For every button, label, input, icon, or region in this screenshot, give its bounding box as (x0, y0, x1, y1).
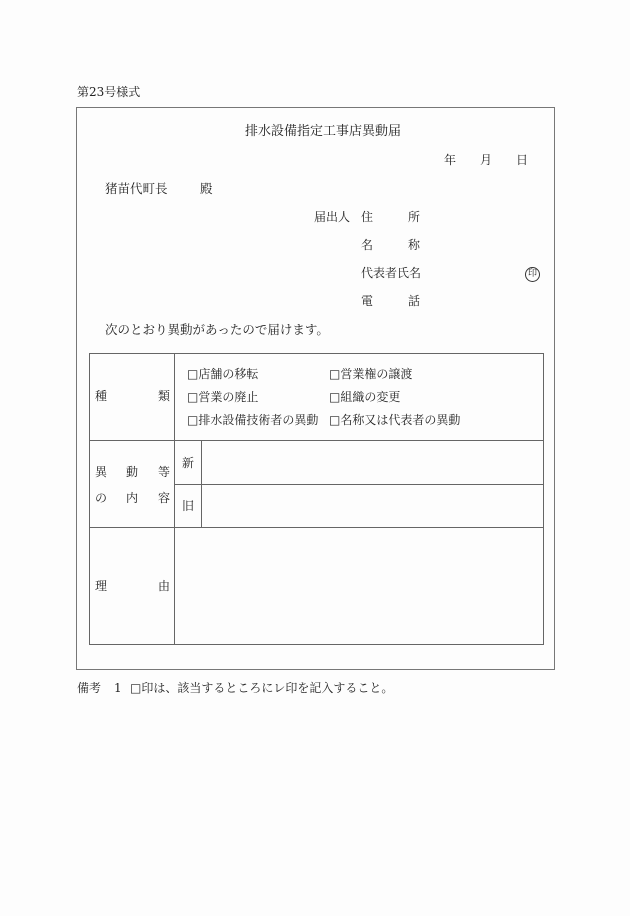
table-divider (89, 440, 544, 441)
date-month: 月 (480, 153, 493, 167)
table-divider (174, 353, 175, 644)
form-title: 排水設備指定工事店異動届 (245, 124, 402, 139)
address-label-a: 住 (361, 210, 374, 224)
date-day: 日 (516, 153, 529, 167)
table-divider (201, 440, 202, 527)
reason-label-a: 理 (95, 579, 108, 593)
note-number: 1 (114, 681, 122, 695)
addressee-honorific: 殿 (200, 181, 213, 196)
option-name-representative-change[interactable]: □名称又は代表者の異動 (329, 413, 461, 427)
company-name-label-a: 名 (361, 238, 374, 252)
option-business-closure[interactable]: □営業の廃止 (187, 390, 259, 404)
new-label: 新 (182, 456, 195, 470)
change-label-6: 容 (158, 491, 171, 505)
intro-text: 次のとおり異動があったので届けます。 (105, 322, 329, 337)
option-technician-change[interactable]: □排水設備技術者の異動 (187, 413, 319, 427)
representative-label: 代表者氏名 (361, 266, 422, 280)
change-label-5: 内 (126, 491, 139, 505)
old-label: 旧 (182, 499, 195, 513)
type-label-a: 種 (95, 389, 108, 403)
addressee-name: 猪苗代町長 (105, 181, 168, 196)
company-name-label-b: 称 (408, 238, 421, 252)
table-divider (89, 527, 544, 528)
change-label-4: の (95, 491, 108, 505)
note-text: □印は、該当するところにレ印を記入すること。 (130, 681, 394, 695)
table-divider (174, 484, 544, 485)
option-business-transfer[interactable]: □営業権の譲渡 (329, 367, 413, 381)
reason-label-b: 由 (158, 579, 171, 593)
form-number: 第23号様式 (77, 85, 141, 99)
address-label-b: 所 (408, 210, 421, 224)
change-label-1: 異 (95, 465, 108, 479)
seal-icon: 印 (525, 267, 540, 282)
note-label: 備考 (77, 681, 102, 695)
phone-label-b: 話 (408, 294, 421, 308)
phone-label-a: 電 (361, 294, 374, 308)
change-label-2: 動 (126, 465, 139, 479)
date-year: 年 (444, 153, 457, 167)
reason-field[interactable] (176, 529, 543, 643)
seal-mark (525, 266, 540, 282)
option-store-relocation[interactable]: □店舗の移転 (187, 367, 259, 381)
change-label-3: 等 (158, 465, 171, 479)
option-organization-change[interactable]: □組織の変更 (329, 390, 401, 404)
type-label-b: 類 (158, 389, 171, 403)
new-content-field[interactable] (203, 442, 543, 483)
old-content-field[interactable] (203, 486, 543, 526)
applicant-label: 届出人 (314, 210, 351, 224)
